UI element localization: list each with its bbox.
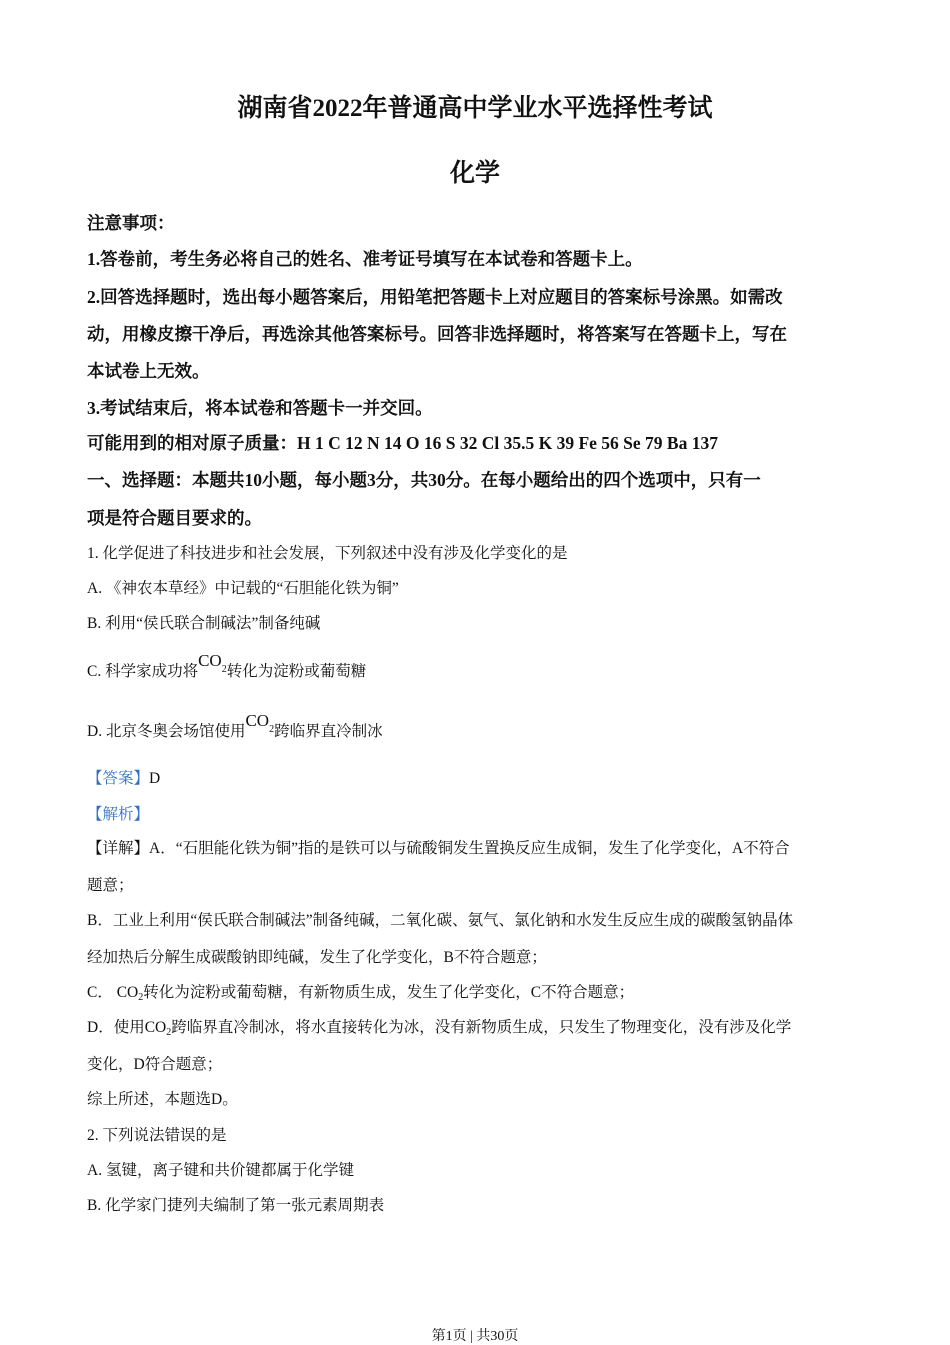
- answer-value: D: [149, 770, 161, 787]
- detail-line-5: C． CO2转化为淀粉或葡萄糖，有新物质生成，发生了化学变化，C不符合题意；: [87, 984, 635, 1003]
- exam-title: 湖南省2022年普通高中学业水平选择性考试: [237, 95, 713, 122]
- section-heading-line-2: 项是符合题目要求的。: [87, 508, 262, 528]
- detail-line-7: 变化，D符合题意；: [87, 1056, 223, 1073]
- detail-line-2: 题意；: [87, 877, 134, 894]
- question-1-option-a: A. 《神农本草经》中记载的“石胆能化铁为铜”: [87, 580, 399, 597]
- detail-line-6: D．使用CO2跨临界直冷制冰，将水直接转化为冰，没有新物质生成，只发生了物理变化，没有涉及化学: [87, 1019, 792, 1038]
- notice-item-1: 1.答卷前，考生务必将自己的姓名、准考证号填写在本试卷和答题卡上。: [87, 249, 643, 269]
- answer-tag: 【答案】: [87, 770, 150, 787]
- atomic-masses: 可能用到的相对原子质量：H 1 C 12 N 14 O 16 S 32 Cl 35.5 K 39 Fe 56 Se 79 Ba 137: [87, 433, 718, 453]
- answer-line: [87, 766, 160, 788]
- notice-heading: 注意事项：: [87, 213, 175, 233]
- question-1-option-c: C. 科学家成功将$CO^2$转化为淀粉或葡萄糖: [87, 651, 367, 680]
- question-1-option-d: D. 北京冬奥会场馆使用$CO^2$跨临界直冷制冰: [87, 711, 383, 740]
- question-1-option-b: B. 利用“侯氏联合制碱法”制备纯碱: [87, 615, 321, 632]
- page-footer: 第1页 | 共30页: [431, 1329, 519, 1344]
- question-2-stem: 2. 下列说法错误的是: [87, 1127, 227, 1144]
- detail-line-1: 【详解】A．“石胆能化铁为铜”指的是铁可以与硫酸铜发生置换反应生成铜，发生了化学变化，A不符合: [87, 840, 790, 857]
- formula-co2: CO: [198, 651, 222, 670]
- notice-item-2-line-2: 动，用橡皮擦干净后，再选涂其他答案标号。回答非选择题时，将答案写在答题卡上，写在: [87, 324, 787, 344]
- question-2-option-a: A. 氢键，离子键和共价键都属于化学键: [87, 1162, 354, 1179]
- notice-item-2-line-1: 2.回答选择题时，选出每小题答案后，用铅笔把答题卡上对应题目的答案标号涂黑。如需改: [87, 287, 783, 307]
- summary-line: 综上所述，本题选D。: [87, 1091, 238, 1108]
- question-2-option-b: B. 化学家门捷列夫编制了第一张元素周期表: [87, 1197, 385, 1214]
- detail-line-3: B．工业上利用“侯氏联合制碱法”制备纯碱，二氧化碳、氨气、氯化钠和水发生反应生成的碳酸氢钠晶体: [87, 912, 794, 929]
- formula-co2: CO: [245, 711, 270, 730]
- subject-title: 化学: [449, 160, 500, 187]
- question-1-stem: 1. 化学促进了科技进步和社会发展，下列叙述中没有涉及化学变化的是: [87, 545, 568, 562]
- notice-item-3: 3.考试结束后，将本试卷和答题卡一并交回。: [87, 398, 433, 418]
- detail-line-4: 经加热后分解生成碳酸钠即纯碱，发生了化学变化，B不符合题意；: [87, 949, 547, 966]
- analysis-tag: 【解析】: [87, 806, 150, 823]
- section-heading-line-1: 一、选择题：本题共10小题，每小题3分，共30分。在每小题给出的四个选项中，只有一: [87, 470, 761, 490]
- notice-item-2-line-3: 本试卷上无效。: [87, 361, 210, 381]
